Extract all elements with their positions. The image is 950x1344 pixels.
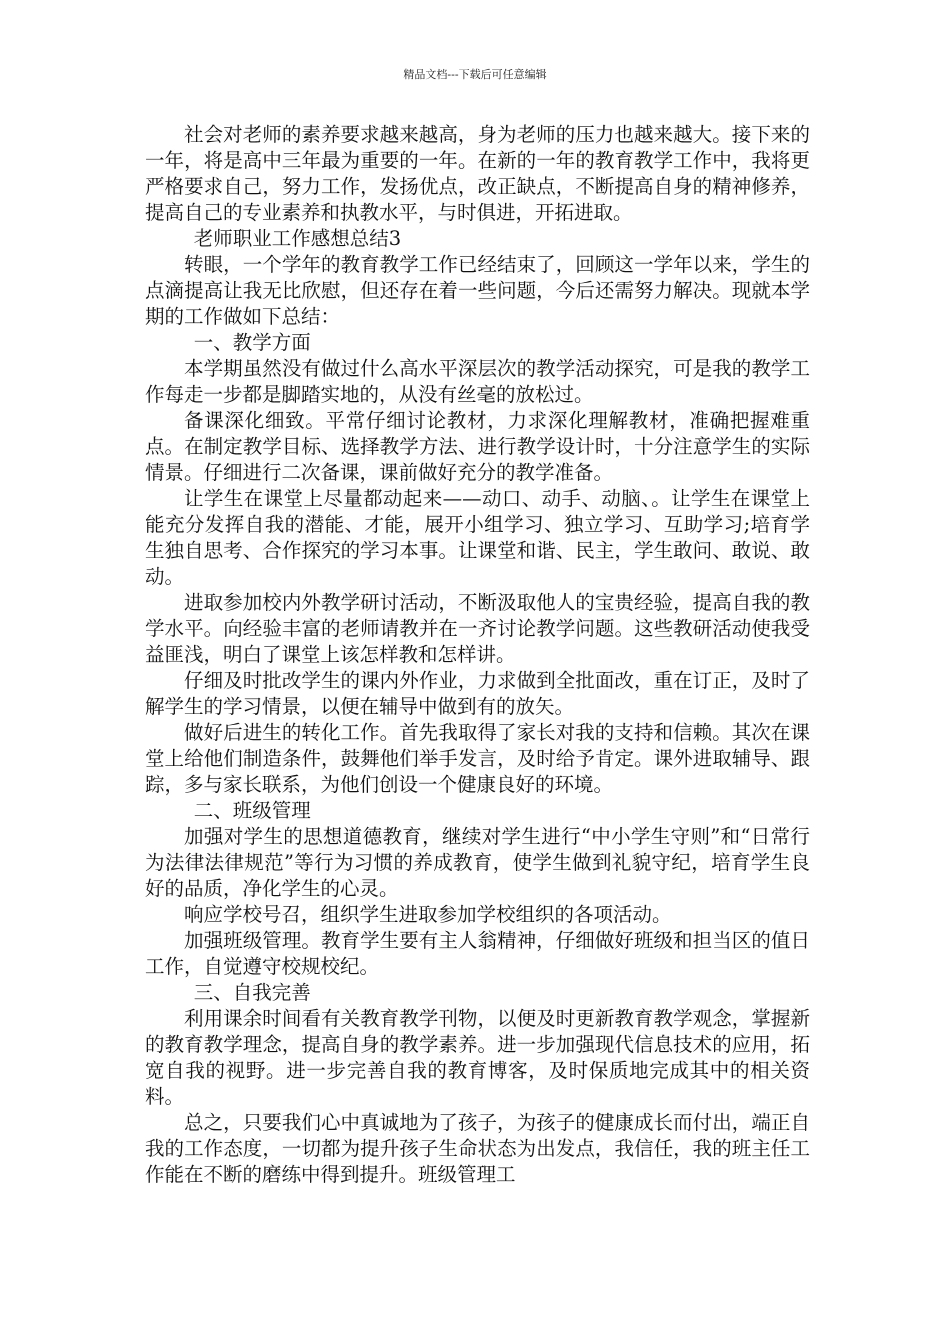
paragraph: 社会对老师的素养要求越来越高，身为老师的压力也越来越大。接下来的一年，将是高中三年最为重要的一年。在新的一年的教育教学工作中，我将更严格要求自己，努力工作，发扬优点，改正缺点，不断提高自身的精神修养，提高自己的专业素养和执教水平，与时俱进，开拓进取。 [145, 123, 810, 224]
paragraph: 响应学校号召，组织学生进取参加学校组织的各项活动。 [184, 903, 672, 926]
section-heading: 二、班级管理 [193, 799, 311, 822]
section-heading: 三、自我完善 [193, 981, 311, 1004]
paragraph: 加强班级管理。教育学生要有主人翁精神，仔细做好班级和担当区的值日工作，自觉遵守校规校纪。 [145, 929, 810, 978]
paragraph: 仔细及时批改学生的课内外作业，力求做到全批面改，重在订正，及时了解学生的学习情景，以便在辅导中做到有的放矢。 [145, 669, 810, 718]
paragraph: 进取参加校内外教学研讨活动，不断汲取他人的宝贵经验，提高自我的教学水平。向经验丰富的老师请教并在一齐讨论教学问题。这些教研活动使我受益匪浅，明白了课堂上该怎样教和怎样讲。 [145, 591, 810, 666]
paragraph: 转眼，一个学年的教育教学工作已经结束了，回顾这一学年以来，学生的点滴提高让我无比欣慰，但还存在着一些问题，今后还需努力解决。现就本学期的工作做如下总结： [145, 253, 810, 328]
paragraph: 备课深化细致。平常仔细讨论教材，力求深化理解教材，准确把握难重点。在制定教学目标、选择教学方法、进行教学设计时，十分注意学生的实际情景。仔细进行二次备课，课前做好充分的教学准备。 [145, 409, 810, 484]
paragraph: 做好后进生的转化工作。首先我取得了家长对我的支持和信赖。其次在课堂上给他们制造条件，鼓舞他们举手发言，及时给予肯定。课外进取辅导、跟踪，多与家长联系，为他们创设一个健康良好的环境。 [145, 721, 810, 796]
paragraph: 让学生在课堂上尽量都动起来——动口、动手、动脑、。让学生在课堂上能充分发挥自我的潜能、才能，展开小组学习、独立学习、互助学习;培育学生独自思考、合作探究的学习本事。让课堂和谐、民主，学生敢问、敢说、敢动。 [145, 487, 810, 588]
paragraph: 总之，只要我们心中真诚地为了孩子，为孩子的健康成长而付出，端正自我的工作态度，一切都为提升孩子生命状态为出发点，我信任，我的班主任工作能在不断的磨练中得到提升。班级管理工 [145, 1111, 810, 1186]
paragraph: 利用课余时间看有关教育教学刊物，以便及时更新教育教学观念，掌握新的教育教学理念，提高自身的教学素养。进一步加强现代信息技术的应用，拓宽自我的视野。进一步完善自我的教育博客，及时保质地完成其中的相关资料。 [145, 1007, 810, 1108]
document-body [145, 122, 810, 1188]
section-heading: 一、教学方面 [193, 331, 311, 354]
paragraph: 加强对学生的思想道德教育，继续对学生进行“中小学生守则”和“日常行为法律法律规范”等行为习惯的养成教育，使学生做到礼貌守纪，培育学生良好的品质，净化学生的心灵。 [145, 825, 810, 900]
section-heading: 老师职业工作感想总结3 [193, 227, 402, 250]
paragraph: 本学期虽然没有做过什么高水平深层次的教学活动探究，可是我的教学工作每走一步都是脚踏实地的，从没有丝毫的放松过。 [145, 357, 810, 406]
header-note: 精品文档---下载后可任意编辑 [403, 68, 547, 81]
